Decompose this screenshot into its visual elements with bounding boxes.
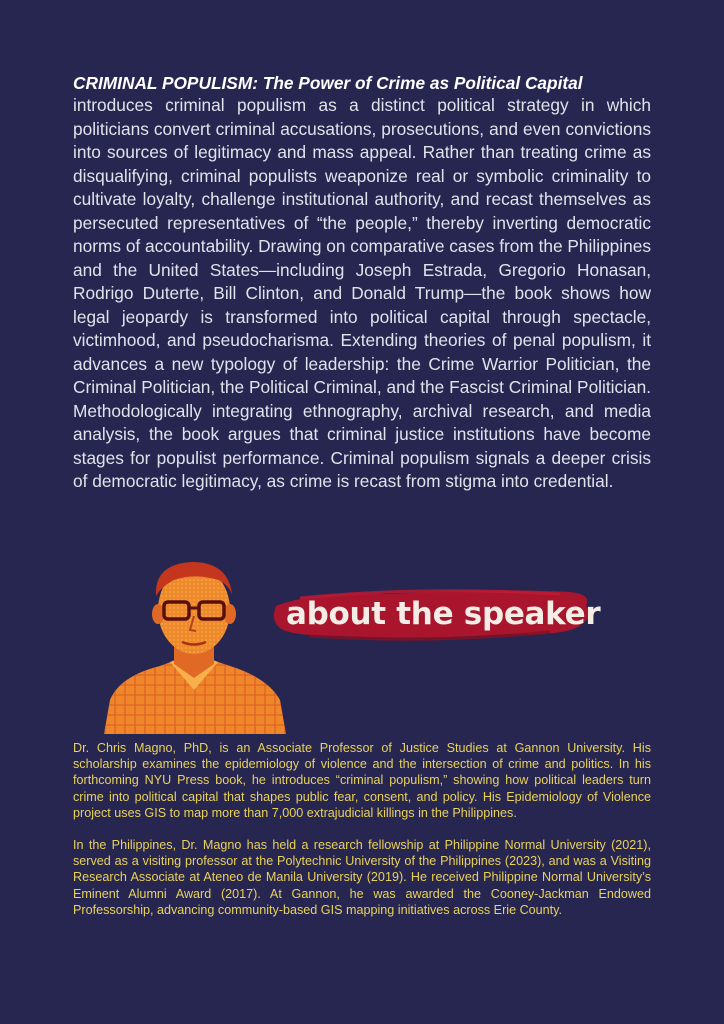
- book-abstract: [73, 72, 651, 494]
- book-title: CRIMINAL POPULISM: The Power of Crime as Political Capital: [73, 73, 583, 93]
- about-speaker-heading: [270, 584, 600, 646]
- about-speaker-title: about the speaker: [286, 596, 601, 632]
- book-description: introduces criminal populism as a distinct political strategy in which politicians convert criminal accusations, prosecutions, and even convictions into sources of legitimacy and mass appeal. Rather than treating crime as disqualifying, criminal populists weaponize real or symbolic criminality to cultivate loyalty, challenge institutional authority, and recast themselves as persecuted representatives of “the people,” thereby inverting democratic norms of accountability. Drawing on comparative cases from the Philippines and the United States—including Joseph Estrada, Gregorio Honasan, Rodrigo Duterte, Bill Clinton, and Donald Trump—the book shows how legal jeopardy is transformed into political capital through spectacle, victimhood, and pseudocharisma. Extending theories of penal populism, it advances a new typology of leadership: the Crime Warrior Politician, the Criminal Politician, the Political Criminal, and the Fascist Criminal Politician. Methodologically integrating ethnography, archival research, and media analysis, the book argues that criminal justice institutions have become stages for populist performance. Criminal populism signals a deeper crisis of democratic legitimacy, as crime is recast from stigma into credential.: [73, 95, 651, 491]
- speaker-portrait: [100, 550, 288, 734]
- speaker-bio: [73, 740, 651, 934]
- bio-paragraph: In the Philippines, Dr. Magno has held a research fellowship at Philippine Normal University (2021), served as a visiting professor at the Polytechnic University of the Philippines (2023), and was a Visiting Research Associate at Ateneo de Manila University (2019). He received Philippine Normal University’s Eminent Alumni Award (2017). At Gannon, he was awarded the Cooney-Jackman Endowed Professorship, advancing community-based GIS mapping initiatives across Erie County.: [73, 838, 651, 917]
- bio-paragraph: Dr. Chris Magno, PhD, is an Associate Professor of Justice Studies at Gannon University. His scholarship examines the epidemiology of violence and the intersection of crime and politics. In his forthcoming NYU Press book, he introduces “criminal populism,” showing how political leaders turn crime into political capital that shapes public fear, consent, and policy. His Epidemiology of Violence project uses GIS to map more than 7,000 extrajudicial killings in the Philippines.: [73, 741, 651, 820]
- speaker-portrait-illustration: [100, 550, 288, 734]
